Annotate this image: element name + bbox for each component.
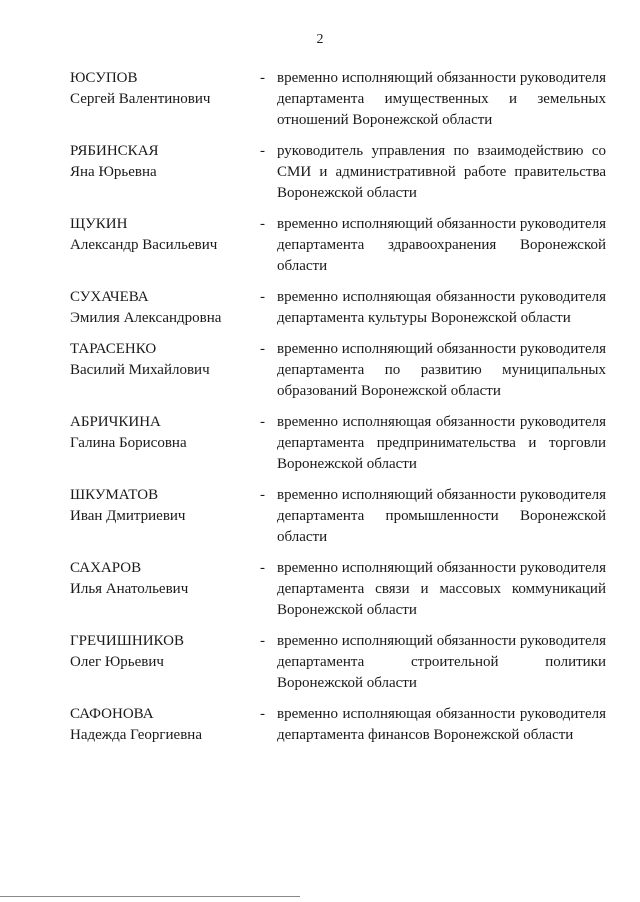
person-given-names: Александр Васильевич (70, 237, 218, 253)
person-surname: ТАРАСЕНКО (70, 341, 157, 357)
person-name (70, 339, 255, 381)
person-name (70, 68, 255, 110)
person-surname: САХАРОВ (70, 560, 142, 576)
position-description: временно исполняющий обязанности руководителя департамента строительной политики Воронежской области (277, 633, 606, 691)
person-surname: СУХАЧЕВА (70, 289, 149, 305)
person-name (70, 631, 255, 673)
page-number: 2 (316, 32, 324, 47)
position-description: временно исполняющий обязанности руководителя департамента промышленности Воронежской области (277, 487, 606, 545)
person-given-names: Илья Анатольевич (70, 581, 189, 597)
person-surname: САФОНОВА (70, 706, 154, 722)
appointment-entry (0, 214, 640, 277)
person-surname: ЮСУПОВ (70, 70, 138, 86)
dash-separator: - (260, 341, 265, 357)
position-description: временно исполняющий обязанности руководителя департамента имущественных и земельных отношений Воронежской области (277, 70, 606, 128)
person-surname: ЩУКИН (70, 216, 128, 232)
person-given-names: Сергей Валентинович (70, 91, 211, 107)
person-name (70, 558, 255, 600)
dash-separator: - (260, 706, 265, 722)
appointment-entry (0, 412, 640, 475)
dash-separator: - (260, 289, 265, 305)
appointment-entry (0, 485, 640, 548)
appointment-entry (0, 141, 640, 204)
person-given-names: Василий Михайлович (70, 362, 210, 378)
dash-separator: - (260, 70, 265, 86)
dash-separator: - (260, 560, 265, 576)
position-description: руководитель управления по взаимодействию со СМИ и административной работе правительства Воронежской области (277, 143, 606, 201)
dash-separator: - (260, 143, 265, 159)
position-description: временно исполняющий обязанности руководителя департамента по развитию муниципальных образований Воронежской области (277, 341, 606, 399)
dash-separator: - (260, 216, 265, 232)
person-name (70, 214, 255, 256)
appointment-entry (0, 704, 640, 746)
position-description: временно исполняющий обязанности руководителя департамента здравоохранения Воронежской области (277, 216, 606, 274)
appointment-entry (0, 68, 640, 131)
person-given-names: Галина Борисовна (70, 435, 187, 451)
position-description: временно исполняющая обязанности руководителя департамента финансов Воронежской области (277, 706, 606, 743)
person-given-names: Яна Юрьевна (70, 164, 157, 180)
dash-separator: - (260, 414, 265, 430)
person-name (70, 287, 255, 329)
person-given-names: Надежда Георгиевна (70, 727, 202, 743)
dash-separator: - (260, 633, 265, 649)
person-name (70, 704, 255, 746)
person-surname: ГРЕЧИШНИКОВ (70, 633, 185, 649)
person-name (70, 412, 255, 454)
appointment-entry (0, 339, 640, 402)
position-description: временно исполняющая обязанности руководителя департамента предпринимательства и торговли Воронежской области (277, 414, 606, 472)
person-given-names: Эмилия Александровна (70, 310, 222, 326)
person-name (70, 141, 255, 183)
appointment-entry (0, 631, 640, 694)
person-name (70, 485, 255, 527)
position-description: временно исполняющая обязанности руководителя департамента культуры Воронежской области (277, 289, 606, 326)
position-description: временно исполняющий обязанности руководителя департамента связи и массовых коммуникаций Воронежской области (277, 560, 606, 618)
person-given-names: Иван Дмитриевич (70, 508, 186, 524)
dash-separator: - (260, 487, 265, 503)
footer-divider (0, 896, 300, 897)
appointment-entry (0, 287, 640, 329)
person-given-names: Олег Юрьевич (70, 654, 164, 670)
appointments-list (0, 68, 640, 756)
person-surname: РЯБИНСКАЯ (70, 143, 159, 159)
person-surname: ШКУМАТОВ (70, 487, 159, 503)
person-surname: АБРИЧКИНА (70, 414, 161, 430)
appointment-entry (0, 558, 640, 621)
